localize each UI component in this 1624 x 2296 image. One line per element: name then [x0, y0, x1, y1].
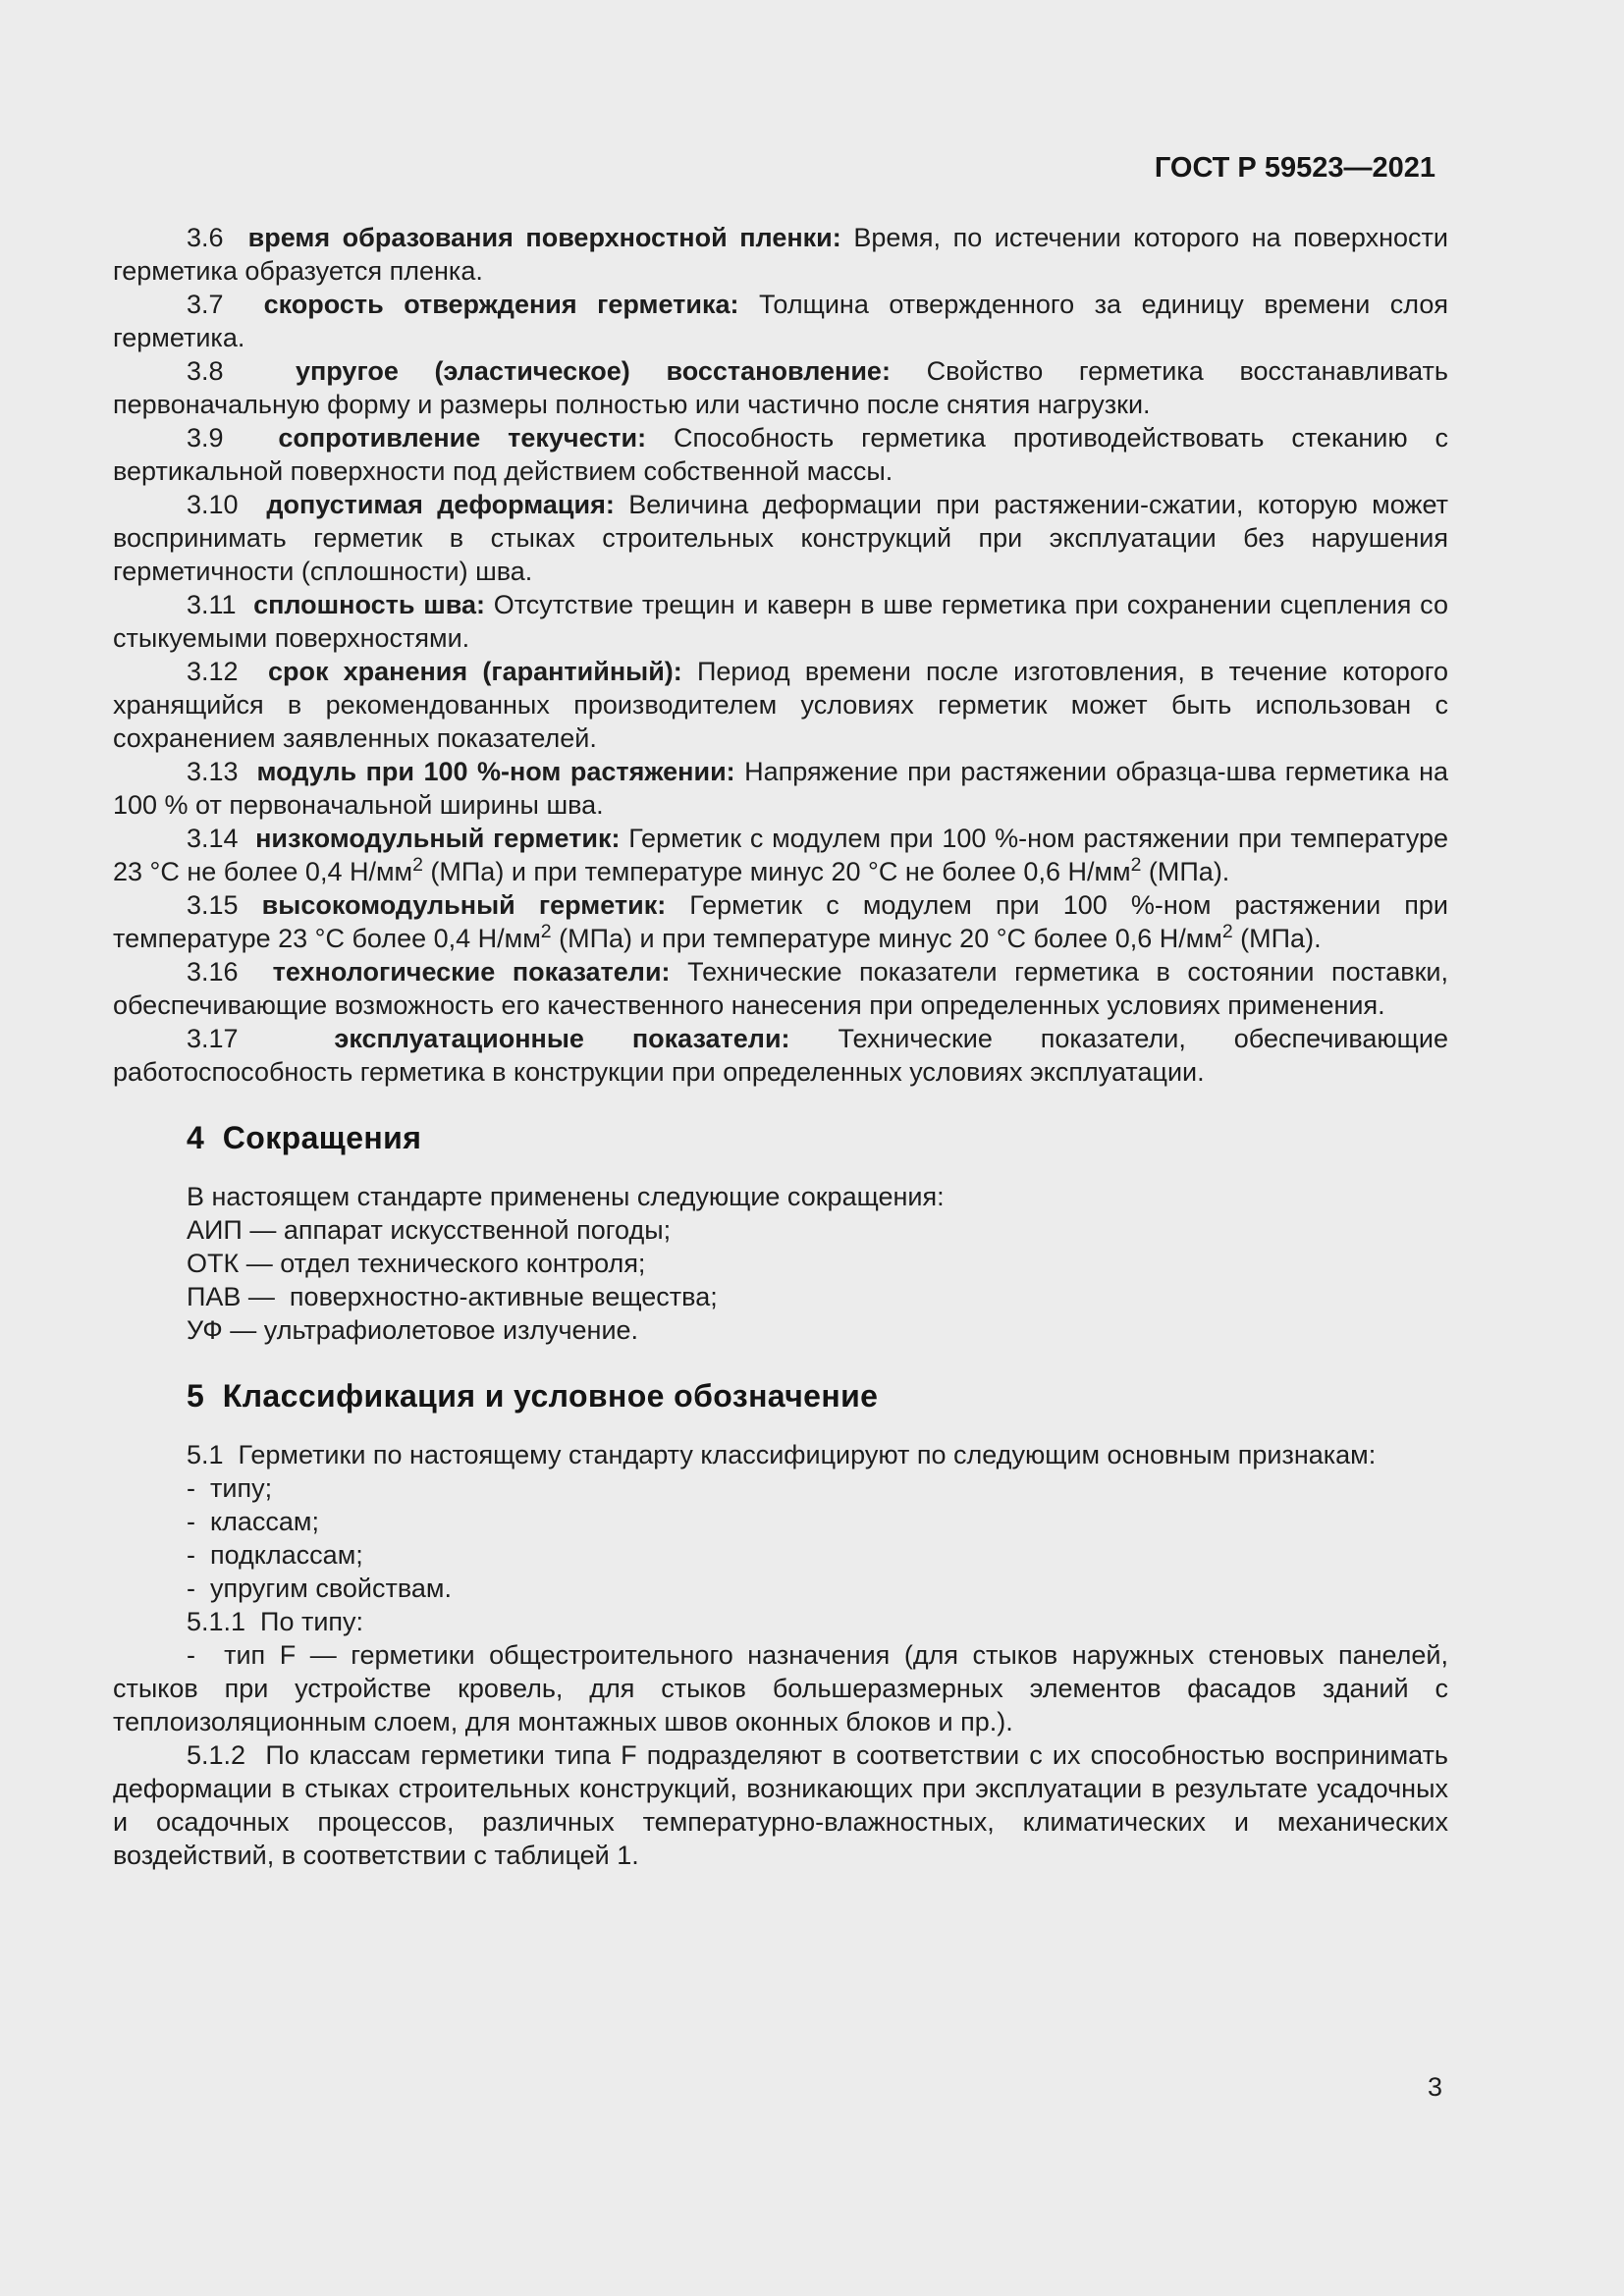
para-5-1-1: 5.1.1 По типу: — [187, 1607, 364, 1636]
running-header: ГОСТ Р 59523—2021 — [1154, 152, 1435, 184]
section-5-heading: 5 Классификация и условное обозначение — [187, 1378, 879, 1414]
page-number: 3 — [1427, 2072, 1442, 2102]
abbrev-pav: ПАВ — поверхностно-активные вещества; — [187, 1282, 718, 1311]
section-4-heading: 4 Сокращения — [187, 1120, 422, 1155]
term-3-6: 3.6 время образования поверхностной пленки: Время, по истечении которого на поверхности герметика образуется пленка. — [113, 223, 1448, 286]
abbrev-uf: УФ — ультрафиолетовое излучение. — [187, 1315, 639, 1345]
list-item-elastic: - упругим свойствам. — [187, 1574, 452, 1603]
term-3-16: 3.16 технологические показатели: Технические показатели герметика в состоянии поставки, обеспечивающие возможность его качественного нанесения при определенных условиях применения. — [113, 957, 1448, 1020]
document-content — [113, 0, 1448, 1872]
term-3-7: 3.7 скорость отверждения герметика: Толщина отвержденного за единицу времени слоя герметика. — [113, 290, 1448, 352]
abbrev-intro: В настоящем стандарте применены следующие сокращения: — [187, 1182, 945, 1211]
para-type-f: - тип F — герметики общестроительного назначения (для стыков наружных стеновых панелей, стыков при устройстве кровель, для стыков большеразмерных элементов фасадов зданий с теплоизоляционным слоем, для монтажных швов оконных блоков и пр.). — [113, 1640, 1448, 1736]
term-3-13: 3.13 модуль при 100 %-ном растяжении: Напряжение при растяжении образца-шва герметика на 100 % от первоначальной ширины шва. — [113, 757, 1448, 820]
term-3-12: 3.12 срок хранения (гарантийный): Период времени после изготовления, в течение которого хранящийся в рекомендованных производителем условиях герметик может быть использован с сохранением заявленных показателей. — [113, 657, 1449, 753]
list-item-type: - типу; — [187, 1473, 273, 1503]
term-3-17: 3.17 эксплуатационные показатели: Технические показатели, обеспечивающие работоспособность герметика в конструкции при определенных условиях эксплуатации. — [113, 1024, 1448, 1087]
term-3-9: 3.9 сопротивление текучести: Способность герметика противодействовать стеканию с вертикальной поверхности под действием собственной массы. — [113, 423, 1448, 486]
term-3-10: 3.10 допустимая деформация: Величина деформации при растяжении-сжатии, которую может воспринимать герметик в стыках строительных конструкций при эксплуатации без нарушения герметичности (сплошности) шва. — [113, 490, 1448, 586]
para-5-1: 5.1 Герметики по настоящему стандарту классифицируют по следующим основным признакам: — [187, 1440, 1377, 1469]
abbrev-otk: ОТК — отдел технического контроля; — [187, 1249, 646, 1278]
list-item-class: - классам; — [187, 1507, 319, 1536]
term-3-15: 3.15 высокомодульный герметик: Герметик с модулем при 100 %-ном растяжении при температуре 23 °С более 0,4 $Н/мм^2$ (МПа) и при температуре минус 20 °С более 0,6 $Н/мм^2$ (МПа). — [113, 890, 1448, 953]
list-item-subclass: - подклассам; — [187, 1540, 363, 1570]
term-3-8: 3.8 упругое (эластическое) восстановление: Свойство герметика восстанавливать первоначальную форму и размеры полностью или частично после снятия нагрузки. — [113, 356, 1448, 419]
term-3-14: 3.14 низкомодульный герметик: Герметик с модулем при 100 %-ном растяжении при температуре 23 °С не более 0,4 $Н/мм^2$ (МПа) и при температуре минус 20 °С не более 0,6 $Н/мм^2$ (МПа). — [113, 824, 1448, 886]
abbrev-aip: АИП — аппарат искусственной погоды; — [187, 1215, 672, 1245]
para-5-1-2: 5.1.2 По классам герметики типа F подразделяют в соответствии с их способностью воспринимать деформации в стыках строительных конструкций, возникающих при эксплуатации в результате усадочных и осадочных процессов, различных температурно-влажностных, климатических и механических воздействий, в соответствии с таблицей 1. — [113, 1740, 1448, 1870]
term-3-11: 3.11 сплошность шва: Отсутствие трещин и каверн в шве герметика при сохранении сцепления со стыкуемыми поверхностями. — [113, 590, 1448, 653]
